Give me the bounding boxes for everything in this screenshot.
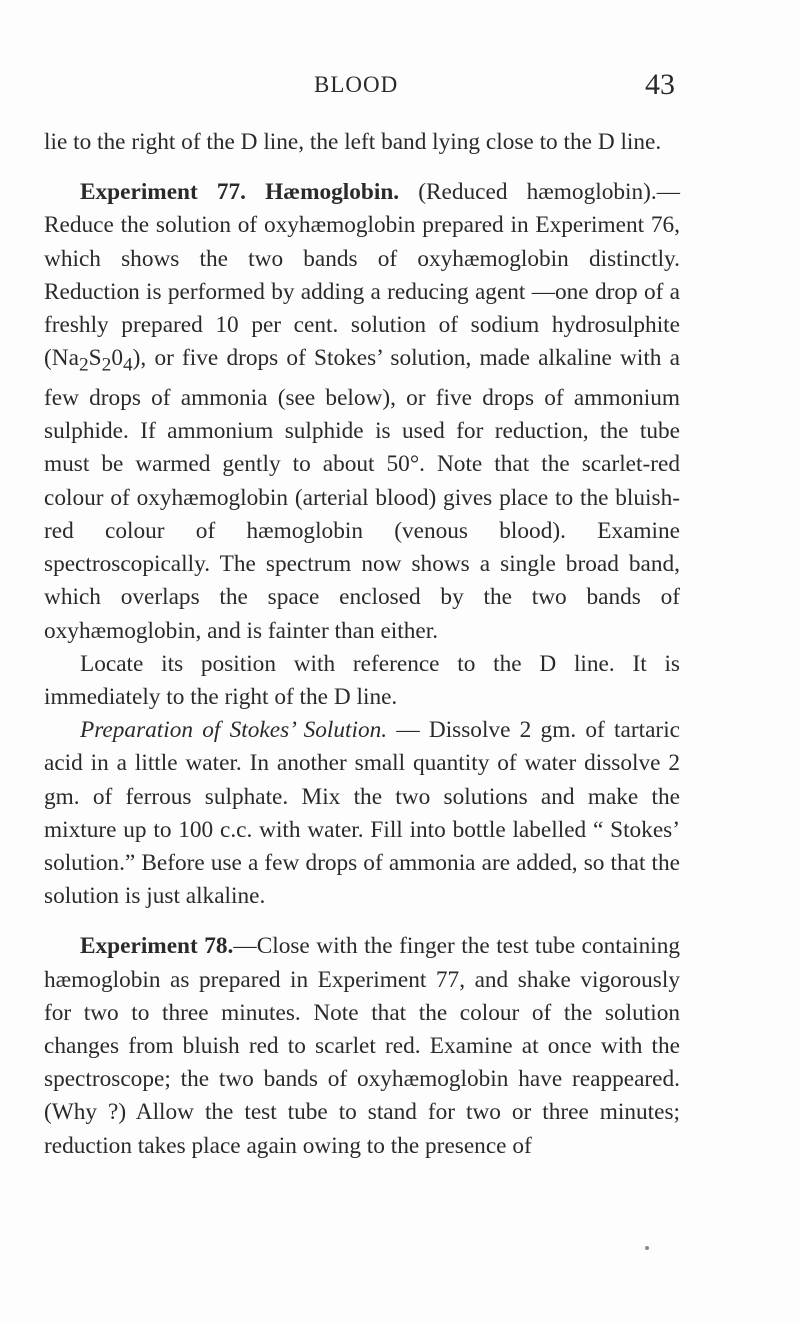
preparation-heading: Preparation of Stokes’ Solution. — [80, 717, 388, 744]
paragraph-experiment-78 — [44, 930, 680, 1162]
page-number: 43 — [645, 68, 675, 101]
body-text — [44, 126, 680, 1163]
experiment-78-text: —Close with the finger the test tube containing hæmoglobin as prepared in Experiment 77, and shake vigorously for two to three minutes. Note that the colour of the solution changes from bluish red to scarlet red. Examine at once with the spectroscope; the two bands of oxyhæmoglobin have reappeared. (Why ?) Allow the test tube to stand for two or three minutes; reduction takes place again owing to the presence of — [44, 933, 680, 1159]
paragraph-locate: Locate its position with reference to the D line. It is immediately to the right of the D line. — [44, 650, 680, 710]
formula-subscript-3: 4 — [122, 354, 133, 376]
paragraph-preparation — [44, 714, 680, 913]
experiment-77-heading: Experiment 77. Hæmoglobin. — [80, 179, 400, 206]
experiment-77-subtitle: (Reduced hæmoglobin). — [418, 179, 657, 206]
formula-subscript-2: 2 — [101, 354, 112, 376]
formula-o: 0 — [111, 345, 123, 372]
experiment-77-text-a: —Reduce the solution of oxyhæmoglobin prepared in Experiment 76, which shows the two bands of oxyhæmoglobin distinctly. Reduction is performed by adding a reducing agent —one drop of a freshly prepared 10 per cent. solution of sodium hydrosulphite (Na — [44, 179, 680, 372]
paragraph-experiment-77 — [44, 176, 680, 648]
running-title: BLOOD — [314, 72, 399, 97]
print-speck — [645, 1246, 649, 1250]
formula-s: S — [88, 345, 102, 372]
experiment-77-text-b: ), or five drops of Stokes’ solution, made alkaline with a few drops of ammonia (see below), or five drops of ammonium sulphide. If ammonium sulphide is used for reduction, the tube must be warmed gently to about 50°. Note that the scarlet-red colour of oxyhæmoglobin (arterial blood) gives place to the bluish-red colour of hæmoglobin (venous blood). Examine spectroscopically. The spectrum now shows a single broad band, which overlaps the space enclosed by the two bands of oxyhæmoglobin, and is fainter than either. — [44, 345, 680, 644]
paragraph-continuation: lie to the right of the D line, the left band lying close to the D line. — [44, 129, 662, 155]
preparation-text: — Dissolve 2 gm. of tartaric acid in a little water. In another small quantity of water dissolve 2 gm. of ferrous sulphate. Mix the two solutions and make the mixture up to 100 c.c. with water. Fill into bottle labelled “ Stokes’ solution.” Before use a few drops of ammonia are added, so that the solution is just alkaline. — [44, 717, 681, 910]
experiment-78-heading: Experiment 78. — [80, 933, 234, 960]
formula-subscript-1: 2 — [78, 354, 89, 376]
